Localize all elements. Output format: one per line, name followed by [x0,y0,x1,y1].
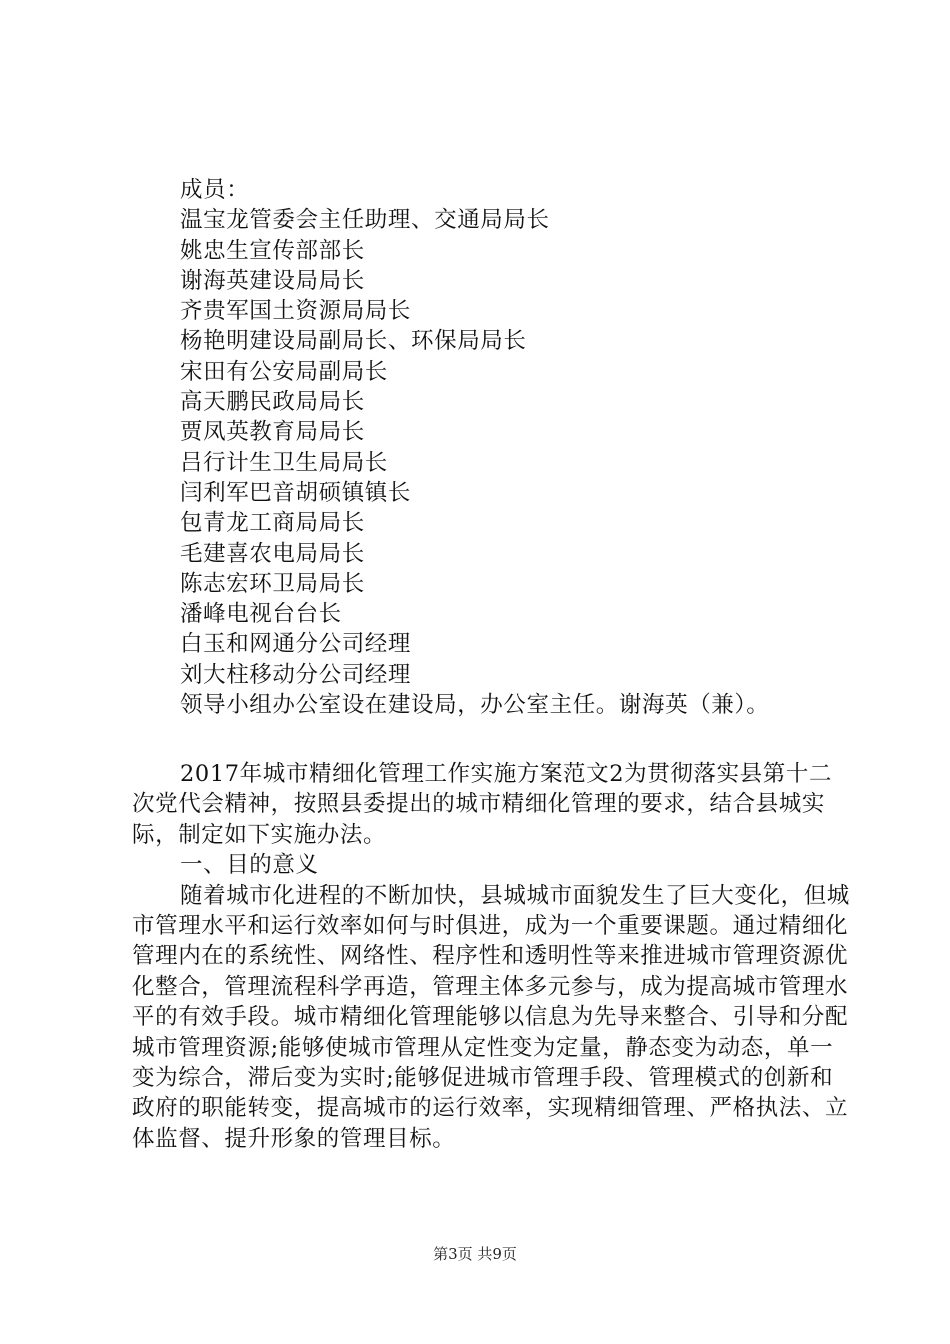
section-heading: 一、目的意义 [180,852,319,879]
members-heading: 成员： [180,177,250,203]
member-item: 闫利军巴音胡硕镇镇长 [180,479,412,506]
member-item: 潘峰电视台台长 [180,601,342,628]
member-item: 刘大柱移动分公司经理 [180,661,412,688]
member-item: 齐贵军国土资源局局长 [180,298,412,325]
member-item: 宋田有公安局副局长 [180,358,388,385]
member-item: 吕行计生卫生局局长 [180,449,388,476]
office-note: 领导小组办公室设在建设局，办公室主任。谢海英（兼）。 [180,692,770,719]
member-item: 毛建喜农电局局长 [180,540,365,567]
member-item: 谢海英建设局局长 [180,267,365,294]
member-item: 贾凤英教育局局长 [180,419,365,446]
purpose-paragraph: 随着城市化进程的不断加快，县城城市面貌发生了巨大变化，但城市管理水平和运行效率如何与时俱进，成为一个重要课题。通过精细化管理内在的系统性、网络性、程序性和透明性等来推进城市管理资源优化整合，管理流程科学再造，管理主体多元参与，成为提高城市管理水平的有效手段。城市精细化管理能够以信息为先导来整合、引导和分配城市管理资源;能够使城市管理从定性变为定量，静态变为动态，单一变为综合，滞后变为实时;能够促进城市管理手段、管理模式的创新和政府的职能转变，提高城市的运行效率，实现精细管理、严格执法、立体监督、提升形象的管理目标。 [132,882,850,1152]
member-item: 包青龙工商局局长 [180,510,365,537]
member-item: 温宝龙管委会主任助理、交通局局长 [180,207,550,234]
members-list [180,175,769,720]
implementation-plan-text [132,759,850,1154]
member-item: 陈志宏环卫局局长 [180,570,365,597]
member-item: 白玉和网通分公司经理 [180,631,412,658]
page-number-footer: 第3页 共9页 [433,1245,517,1263]
member-item: 杨艳明建设局副局长、环保局局长 [180,328,527,355]
member-item: 姚忠生宣传部部长 [180,237,365,264]
plan-intro-paragraph: 2017年城市精细化管理工作实施方案范文2为贯彻落实县第十二次党代会精神，按照县委提出的城市精细化管理的要求，结合县城实际，制定如下实施办法。 [132,761,833,848]
member-item: 高天鹏民政局局长 [180,389,365,416]
